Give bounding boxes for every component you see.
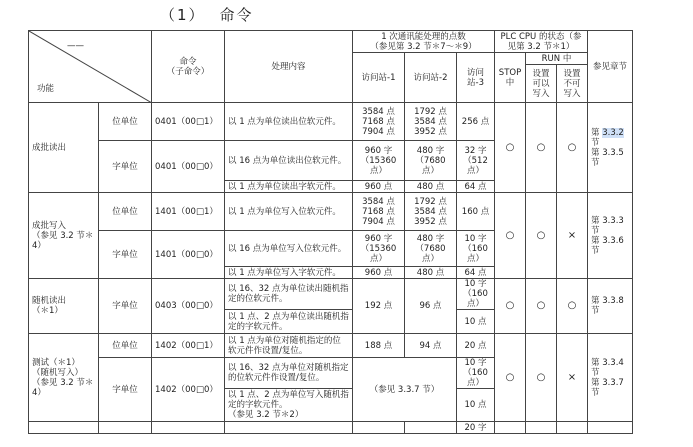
content-cell: 以 1 点为单位写入位软元件。 <box>225 193 353 231</box>
station3-cell: 32 字 （512 点） <box>457 141 495 181</box>
run-write-allowed-status: ○ <box>526 279 557 334</box>
run-write-denied-status: × <box>557 193 588 279</box>
command-cell: 1402（00□1） <box>152 334 225 358</box>
station3-cell: 10 点 <box>457 310 495 334</box>
empty-cell <box>152 422 225 434</box>
ref-test: 第 3.3.4 节 第 3.3.7 节 <box>588 334 633 422</box>
unit-cell: 字单位 <box>99 141 152 193</box>
command-cell: 1401（00□0） <box>152 231 225 279</box>
function-test: 测试（＊1） （随机写入） （参见 3.2 节＊4） <box>29 334 99 422</box>
station3-header: 访问站-3 <box>457 53 495 103</box>
points-header: 1 次通讯能处理的点数 （参见第 3.2 节＊7～＊9） <box>353 31 495 53</box>
station1-cell: 3584 点 7168 点 7904 点 <box>353 103 405 141</box>
run-write-denied-header: 设置 不可 写入 <box>557 65 588 103</box>
station2-cell: 1792 点 3584 点 3952 点 <box>405 103 457 141</box>
station3-cell: 10 点 <box>457 389 495 422</box>
station3-cell: 10 字 （160 点） <box>457 231 495 267</box>
station3-cell: 20 字 <box>457 422 495 434</box>
ref-batch-read <box>588 103 633 193</box>
station2-header: 访问站-2 <box>405 53 457 103</box>
station3-cell: 256 点 <box>457 103 495 141</box>
unit-cell: 位单位 <box>99 334 152 358</box>
stop-status: ○ <box>495 193 526 279</box>
empty-cell <box>405 422 457 434</box>
empty-cell <box>526 422 557 434</box>
station1-cell: 960 字 （15360 点） <box>353 141 405 181</box>
run-header: RUN 中 <box>526 53 588 65</box>
station1-cell: 960 点 <box>353 181 405 193</box>
station2-cell: 1792 点 3584 点 3952 点 <box>405 193 457 231</box>
content-cell: 以 16、32 点为单位读出随机指定的位软元件。 <box>225 279 353 310</box>
station3-cell: 160 点 <box>457 193 495 231</box>
command-cell: 0401（00□1） <box>152 103 225 141</box>
station2-cell: 480 点 <box>405 181 457 193</box>
empty-cell <box>557 422 588 434</box>
function-batch-read: 成批读出 <box>29 103 99 193</box>
ref-line: 第 3.3.5 节 <box>591 147 624 168</box>
stop-status: ○ <box>495 334 526 422</box>
empty-cell <box>588 422 633 434</box>
station2-cell: 480 点 <box>405 267 457 279</box>
run-write-allowed-header: 设置 可以 写入 <box>526 65 557 103</box>
plc-header: PLC CPU 的状态（参见第 3.2 节＊1） <box>495 31 588 53</box>
content-cell: 以 1 点、2 点为单位读出随机指定的字软元件。 <box>225 310 353 334</box>
station12-cell: （参见 3.3.7 节） <box>353 358 457 422</box>
section-title: 命令 <box>219 6 254 24</box>
station3-cell: 10 字 （160 点） <box>457 358 495 389</box>
run-write-denied-status: ○ <box>557 103 588 193</box>
command-header: 命令 （子命令） <box>152 31 225 103</box>
station2-cell: 96 点 <box>405 279 457 334</box>
ref-random-read: 第 3.3.8 节 <box>588 279 633 334</box>
section-number: （1） <box>160 6 206 24</box>
station3-cell: 64 点 <box>457 181 495 193</box>
section-heading <box>160 4 268 25</box>
ref-line: 第 3.3.2 节 <box>591 127 624 148</box>
content-cell: 以 1 点为单位读出字软元件。 <box>225 181 353 193</box>
empty-cell <box>29 422 99 434</box>
ref-header: 参见章节 <box>588 31 633 103</box>
stop-status: ○ <box>495 103 526 193</box>
station2-cell: 480 字 （7680 点） <box>405 141 457 181</box>
stop-status: ○ <box>495 279 526 334</box>
station1-cell: 960 点 <box>353 267 405 279</box>
function-label: 功能 <box>37 84 55 94</box>
run-write-denied-status: × <box>557 334 588 422</box>
empty-cell <box>99 422 152 434</box>
content-cell: 以 16 点为单位读出位软元件。 <box>225 141 353 181</box>
station1-cell: 960 字 （15360 点） <box>353 231 405 267</box>
empty-cell <box>353 422 405 434</box>
station1-header: 访问站-1 <box>353 53 405 103</box>
ref-batch-write: 第 3.3.3 节 第 3.3.6 节 <box>588 193 633 279</box>
station2-cell: 94 点 <box>405 334 457 358</box>
empty-cell <box>495 422 526 434</box>
run-write-allowed-status: ○ <box>526 103 557 193</box>
command-cell: 1402（00□0） <box>152 358 225 422</box>
header-dash: —— <box>67 41 84 51</box>
station2-cell: 480 字 （7680 点） <box>405 231 457 267</box>
unit-cell: 字单位 <box>99 231 152 279</box>
unit-cell: 位单位 <box>99 103 152 141</box>
function-header <box>29 31 152 103</box>
run-write-allowed-status: ○ <box>526 193 557 279</box>
station3-cell: 20 点 <box>457 334 495 358</box>
content-cell: 以 1 点为单位读出位软元件。 <box>225 103 353 141</box>
command-cell: 0401（00□0） <box>152 141 225 193</box>
content-cell: 以 16、32 点为单位对随机指定的位软元件作设置/复位。 <box>225 358 353 389</box>
command-cell: 0403（00□0） <box>152 279 225 334</box>
command-table <box>28 30 633 434</box>
unit-cell: 位单位 <box>99 193 152 231</box>
content-cell: 以 1 点为单位写入字软元件。 <box>225 267 353 279</box>
content-cell: 以 1 点、2 点为单位写入随机指定的字软元件。 （参见 3.2 节＊2） <box>225 389 353 422</box>
stop-header: STOP 中 <box>495 53 526 103</box>
highlighted-ref: 3.3.2 <box>602 127 624 138</box>
unit-cell: 字单位 <box>99 279 152 334</box>
content-cell: 以 16 点为单位写入位软元件。 <box>225 231 353 267</box>
run-write-denied-status: ○ <box>557 279 588 334</box>
function-random-read: 随机读出 （＊1） <box>29 279 99 334</box>
unit-cell: 字单位 <box>99 358 152 422</box>
run-write-allowed-status: ○ <box>526 334 557 422</box>
station3-cell: 64 点 <box>457 267 495 279</box>
station3-cell: 10 字 （160 点） <box>457 279 495 310</box>
content-cell: 以 1 点为单位对随机指定的位软元件作设置/复位。 <box>225 334 353 358</box>
station1-cell: 3584 点 7168 点 7904 点 <box>353 193 405 231</box>
station1-cell: 188 点 <box>353 334 405 358</box>
command-cell: 1401（00□1） <box>152 193 225 231</box>
function-batch-write: 成批写入 （参见 3.2 节＊4） <box>29 193 99 279</box>
station1-cell: 192 点 <box>353 279 405 334</box>
content-header: 处理内容 <box>225 31 353 103</box>
empty-cell <box>225 422 353 434</box>
